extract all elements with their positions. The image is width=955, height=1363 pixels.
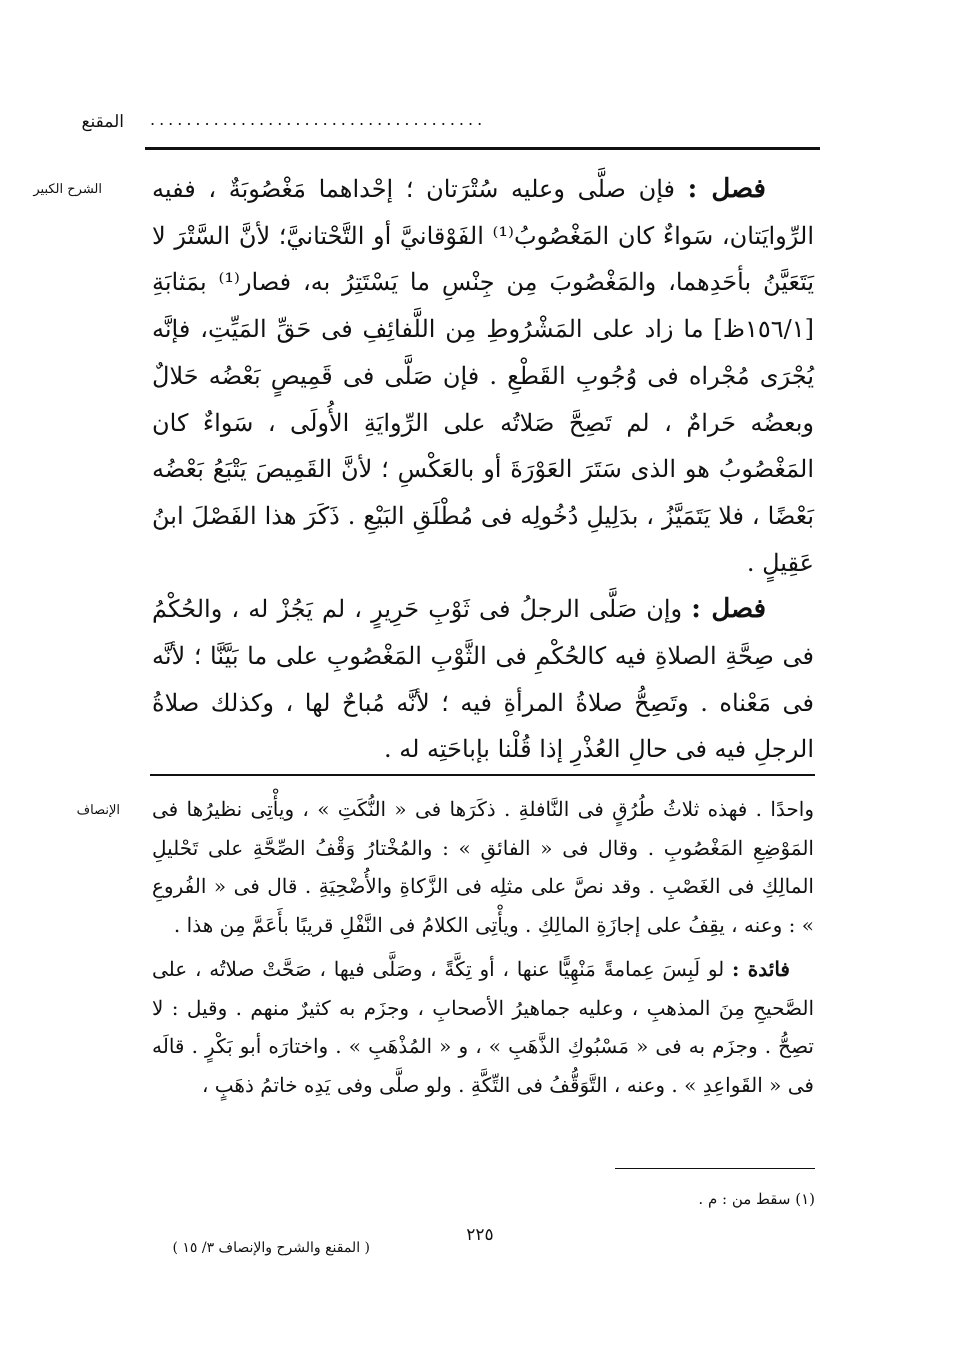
margin-label-sharh: الشرح الكبير	[33, 182, 102, 197]
paragraph-text: فإن صلَّى وعليه سُتْرَتان ؛ إحْداهما مَغْصُوبَةٌ ، ففيه الرِّوايَتان، سَواءٌ كان المَغْصُوبُ⁽¹⁾ الفَوْقانيَّ أو التَّحْتانيَّ؛ لأنَّ السَّتْرَ لا يَتَعَيَّنُ بأحَدِهما، والمَغْصُوبَ مِن جِنْسِ ما يَسْتَتِرُ به، فصار⁽¹⁾ بمَثابَةِ [١٥٦/١ظ] ما زاد على المَشْرُوطِ مِن اللَّفائِفِ فى حَقِّ المَيِّتِ، فإنَّه يُجْرَى مُجْراه فى وُجُوبِ القَطْعِ . فإن صَلَّى فى قَمِيصٍ بَعْضُه حَلالٌ وبعضُه حَرامٌ ، لم تَصِحَّ صَلاتُه على الرِّوايَةِ الأُولَى ، سَواءٌ كان المَغْصُوبُ هو الذى سَتَرَ العَوْرَةَ أو بالعَكْسِ ؛ لأنَّ القَمِيصَ يَتْبَعُ بَعْضُه بَعْضًا ، فلا يَتَمَيَّزُ ، بدَلِيلِ دُخُولِه فى مُطْلَقِ البَيْعِ . ذَكَرَ هذا الفَصْلَ ابنُ عَقِيلٍ .	[152, 175, 814, 577]
margin-label-insaf: الإنصاف	[76, 803, 120, 818]
running-header-title: المقنع	[81, 112, 124, 132]
header-rule	[145, 147, 820, 150]
footnote: (١) سقط من : م .	[698, 1190, 815, 1208]
insaf-text-block	[152, 790, 814, 1104]
insaf-paragraph-2	[152, 950, 814, 1104]
faida-heading: فائدة :	[732, 957, 790, 981]
paragraph-text: وإن صَلَّى الرجلُ فى ثَوْبِ حَرِيرٍ ، لم يَجُزْ له ، والحُكْمُ فى صِحَّةِ الصلاةِ فيه كالحُكْمِ فى الثَّوْبِ المَغْصُوبِ على ما بَيَّنَّا ؛ لأنَّه فى مَعْناه . وتَصِحُّ صلاةُ المرأةِ فيه ؛ لأنَّه مُباحٌ لها ، وكذلك صلاةُ الرجلِ فيه فى حالِ العُذْرِ إذا قُلْنا بإباحَتِه له .	[152, 595, 814, 764]
fasl-heading: فصل :	[687, 174, 766, 204]
page-number: ٢٢٥	[466, 1225, 494, 1245]
footnote-rule	[615, 1168, 815, 1169]
sharh-paragraph-1	[152, 166, 814, 586]
insaf-paragraph-1: واحدًا . فهذه ثلاثُ طُرُقٍ فى النَّافلةِ . ذكَرَها فى « النُّكَتِ » ، ويأْتِى نظيرُها فى المَوْضِعِ المَغْصُوبِ . وقال فى « الفائقِ » : والمُخْتارُ وَقْفُ الصِّحَّةِ على تَحْليلِ المالِكِ فى الغَصْبِ . وقد نصَّ على مثلِه فى الزَّكاةِ والأُضْحِيَةِ . قال فى « الفُروعِ » : وعنه ، يقِفُ على إجازَةِ المالِكِ . ويأْتِى الكلامُ فى النَّفْلِ قريبًا بأَعَمَّ مِن هذا .	[152, 797, 814, 937]
volume-signature: ( المقنع والشرح والإنصاف ٣/ ١٥ )	[172, 1240, 370, 1256]
header-dotted-leader: .....................................	[150, 110, 487, 129]
sharh-paragraph-2	[152, 586, 814, 773]
section-divider	[150, 774, 815, 776]
paragraph-text: لو لَبِسَ عِمامةً مَنْهِيًّا عنها ، أو تِكَّةً ، وصَلَّى فيها ، صَحَّتْ صلاتُه ، على الصَّحيحِ مِنَ المذهبِ ، وعليه جماهيرُ الأصحابِ ، وجزَم به كثيرٌ منهم . وقيل : لا تصِحُّ . وجزَم به فى « مَسْبُوكِ الذَّهَبِ » ، و « المُذْهَبِ » . واختارَه أبو بَكْرٍ . قالَه فى « القَواعِدِ » . وعنه ، التَّوَقُّفُ فى التِّكَّةِ . ولو صلَّى وفى يَدِه خاتمُ ذهَبٍ ،	[152, 957, 814, 1097]
sharh-text-block	[152, 166, 814, 773]
fasl-heading: فصل :	[691, 594, 767, 625]
